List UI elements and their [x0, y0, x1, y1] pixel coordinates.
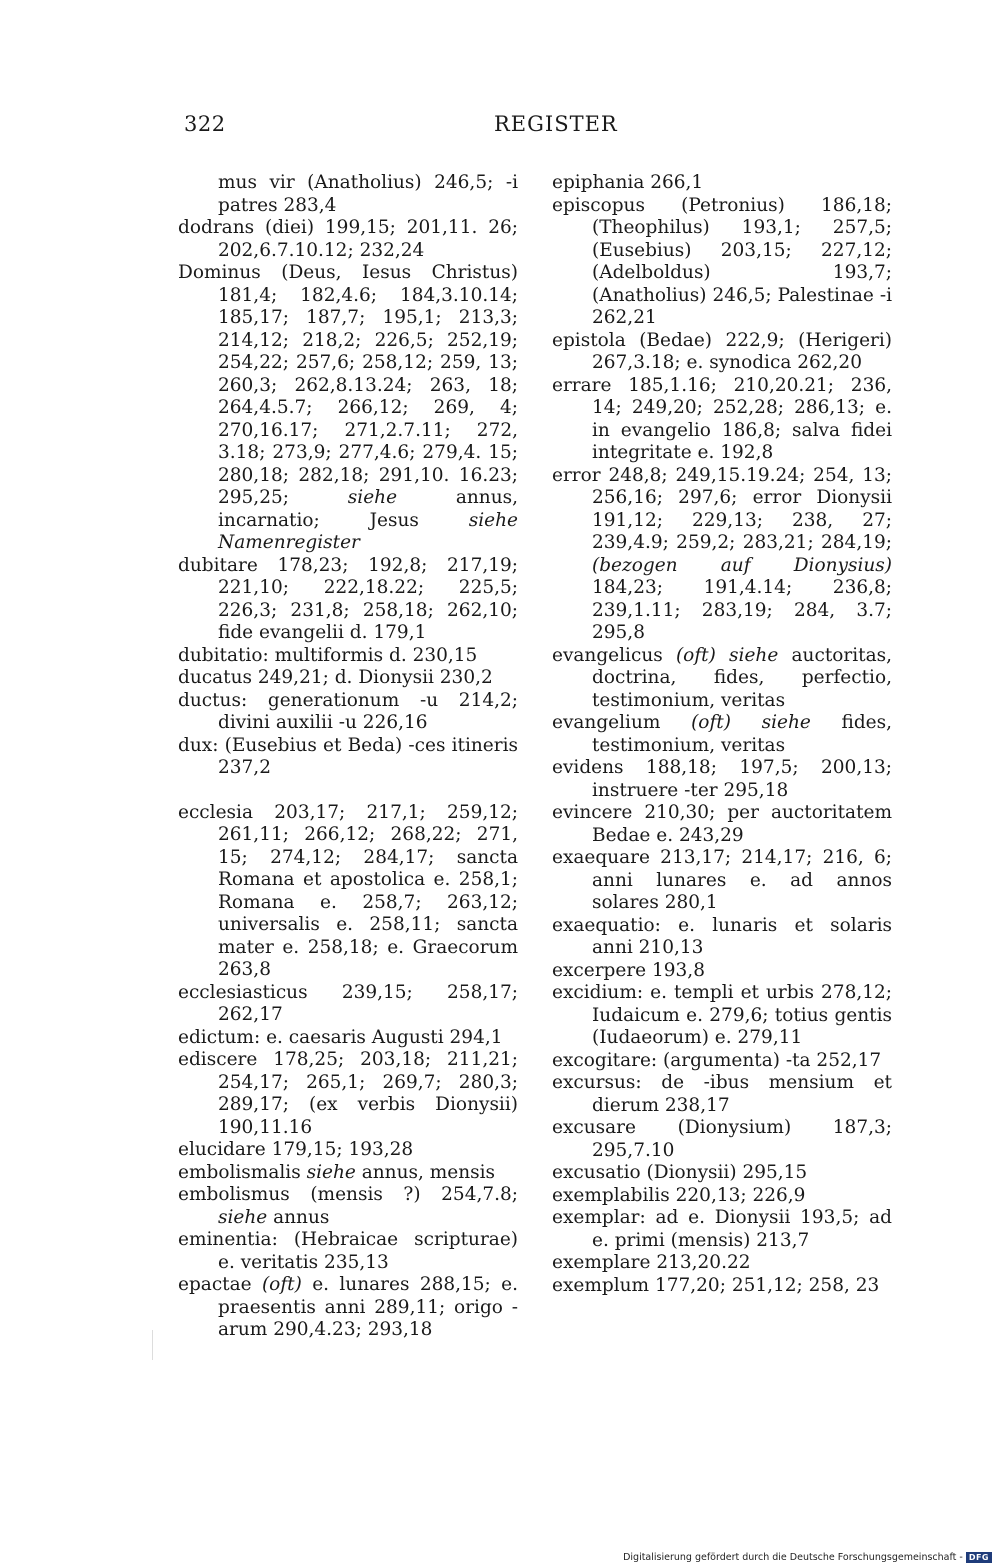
entry-text: dubitatio: multiformis d. 230,15: [178, 644, 478, 666]
entry-text: exemplabilis 220,13; 226,9: [552, 1184, 806, 1206]
entry-text: dubitare 178,23; 192,8; 217,19; 221,10; 222,18.22; 225,5; 226,3; 231,8; 258,18; 262,10; fide evangelii d. 179,1: [178, 554, 518, 643]
index-entry: [178, 1162, 518, 1185]
entry-text: exemplum 177,20; 251,12; 258, 23: [552, 1274, 880, 1296]
credit-text: Digitalisierung gefördert durch die Deutsche Forschungsgemeinschaft -: [623, 1552, 963, 1563]
entry-text: epistola (Bedae) 222,9; (Herigeri) 267,3.18; e. synodica 262,20: [552, 329, 892, 373]
index-entry: [178, 1274, 518, 1342]
index-entry: [552, 757, 892, 802]
index-entry: [178, 172, 518, 217]
index-entry: [552, 1117, 892, 1162]
entry-text: evidens 188,18; 197,5; 200,13; instruere -ter 295,18: [552, 757, 892, 801]
entry-text: ductus: generationum -u 214,2; divini auxilii -u 226,16: [178, 689, 518, 733]
entry-text: fides, testimonium, veritas: [592, 712, 892, 756]
entry-italic-text: siehe: [218, 1206, 268, 1228]
index-entry: [178, 1049, 518, 1139]
index-entry: [552, 1050, 892, 1073]
entry-text: ediscere 178,25; 203,18; 211,21; 254,17; 265,1; 269,7; 280,3; 289,17; (ex verbis Dionysii) 190,11.16: [178, 1049, 518, 1138]
entry-text: annus, incarnatio; Jesus: [218, 487, 518, 531]
entry-text: embolismus (mensis ?) 254,7.8;: [178, 1184, 518, 1205]
index-entry: [552, 960, 892, 983]
index-entry: [552, 1252, 892, 1275]
index-entry: [552, 1275, 892, 1298]
entry-text: epiphania 266,1: [552, 172, 704, 193]
index-entry: [178, 1229, 518, 1274]
entry-text: dux: (Eusebius et Beda) -ces itineris 237,2: [178, 734, 518, 778]
index-entry: [178, 1184, 518, 1229]
digitization-credit: [623, 1552, 992, 1563]
index-entry: [552, 847, 892, 915]
entry-text: evangelium: [552, 712, 692, 733]
index-entry: [552, 915, 892, 960]
left-index-column: [178, 172, 518, 1342]
entry-text: excursus: de -ibus mensium et dierum 238,17: [552, 1072, 892, 1116]
entry-text: e. lunares 288,15; e. praesentis anni 289,11; origo -arum 290,4.23; 293,18: [218, 1274, 518, 1340]
entry-text: excusatio (Dionysii) 295,15: [552, 1162, 808, 1183]
entry-text: episcopus (Petronius) 186,18; (Theophilus) 193,1; 257,5; (Eusebius) 203,15; 227,12; (Adelboldus) 193,7; (Anatholius) 246,5; Palestinae -i 262,21: [552, 194, 892, 328]
entry-text: excusare (Dionysium) 187,3; 295,7.10: [552, 1117, 892, 1161]
entry-text: annus: [267, 1206, 330, 1228]
entry-text: exaequatio: e. lunaris et solaris anni 210,13: [552, 914, 892, 958]
index-entry: [178, 262, 518, 555]
entry-italic-text: (oft): [261, 1274, 302, 1295]
entry-text: ecclesiasticus 239,15; 258,17; 262,17: [178, 981, 518, 1025]
page-header: [184, 112, 892, 142]
index-entry: [178, 645, 518, 668]
entry-text: dodrans (diei) 199,15; 201,11. 26; 202,6.7.10.12; 232,24: [178, 217, 518, 261]
index-entry: [178, 1027, 518, 1050]
index-entry: [178, 690, 518, 735]
index-entry: [552, 1207, 892, 1252]
index-entry: [178, 555, 518, 645]
index-entry: [552, 1185, 892, 1208]
entry-text: excidium: e. templi et urbis 278,12; Iudaicum e. 279,6; totius gentis (Iudaeorum) e. 279,11: [552, 982, 892, 1048]
entry-text: excerpere 193,8: [552, 959, 705, 981]
dfg-logo: DFG: [966, 1552, 992, 1563]
index-entry: [178, 735, 518, 780]
entry-text: evincere 210,30; per auctoritatem Bedae e. 243,29: [552, 802, 892, 846]
entry-text: eminentia: (Hebraicae scripturae) e. veritatis 235,13: [178, 1229, 518, 1273]
entry-italic-text: (oft) siehe: [691, 712, 811, 733]
entry-text: embolismalis: [178, 1161, 307, 1183]
entry-italic-text: (bezogen auf Dionysius): [592, 554, 892, 576]
index-entry: [552, 982, 892, 1050]
entry-italic-text: siehe: [306, 1161, 356, 1183]
index-entry: [178, 982, 518, 1027]
index-entry: [552, 1162, 892, 1185]
index-entry: [178, 1139, 518, 1162]
entry-text: mus vir (Anatholius) 246,5; -i patres 283,4: [218, 172, 518, 216]
page-number: 322: [184, 112, 226, 136]
index-entry: [552, 195, 892, 330]
entry-text: annus, mensis: [355, 1161, 496, 1183]
entry-text: 184,23; 191,4.14; 236,8; 239,1.11; 283,19; 284, 3.7; 295,8: [592, 577, 892, 643]
entry-text: Dominus (Deus, Iesus Christus) 181,4; 182,4.6; 184,3.10.14; 185,17; 187,7; 195,1; 213,3; 214,12; 218,2; 226,5; 252,19; 254,22; 257,6; 258,12; 259, 13; 260,3; 262,8.13.24; 263, 18; 264,4.5.7; 266,12; 269, 4; 270,16.17; 271,2.7.11; 272, 3.18; 273,9; 277,4.6; 279,4. 15; 280,18; 282,18; 291,10. 16.23; 295,25;: [178, 262, 518, 508]
index-entry: [178, 217, 518, 262]
index-entry: [552, 712, 892, 757]
running-title: REGISTER: [494, 112, 618, 136]
entry-text: elucidare 179,15; 193,28: [178, 1139, 414, 1160]
entry-text: error 248,8; 249,15.19.24; 254, 13; 256,16; 297,6; error Dionysii 191,12; 229,13; 238, 27; 239,4.9; 259,2; 283,21; 284,19;: [552, 464, 892, 553]
entry-text: errare 185,1.16; 210,20.21; 236, 14; 249,20; 252,28; 286,13; e. in evangelio 186,8; salva fidei integritate e. 192,8: [552, 374, 892, 463]
right-index-column: [552, 172, 892, 1297]
entry-text: ecclesia 203,17; 217,1; 259,12; 261,11; 266,12; 268,22; 271, 15; 274,12; 284,17; sancta Romana et apostolica e. 258,1; Romana e. 258,7; 263,12; universalis e. 258,11; sancta mater e. 258,18; e. Graecorum 263,8: [178, 801, 518, 980]
entry-text: edictum: e. caesaris Augusti 294,1: [178, 1026, 503, 1048]
entry-italic-text: siehe Namenregister: [218, 509, 518, 553]
index-entry: [552, 465, 892, 645]
index-entry: [552, 172, 892, 195]
index-entry: [552, 330, 892, 375]
entry-italic-text: siehe: [347, 487, 398, 508]
entry-text: exemplar: ad e. Dionysii 193,5; ad e. primi (mensis) 213,7: [552, 1207, 892, 1251]
scan-artifact: [152, 1330, 153, 1360]
index-entry: [178, 667, 518, 690]
index-entry: [552, 375, 892, 465]
entry-text: exaequare 213,17; 214,17; 216, 6; anni lunares e. ad annos solares 280,1: [552, 847, 892, 913]
entry-italic-text: (oft) siehe: [675, 644, 779, 666]
entry-text: excogitare: (argumenta) -ta 252,17: [552, 1049, 882, 1071]
entry-text: ducatus 249,21; d. Dionysii 230,2: [178, 667, 493, 688]
index-entry: [178, 802, 518, 982]
entry-text: evangelicus: [552, 644, 676, 666]
index-entry: [552, 1072, 892, 1117]
entry-text: epactae: [178, 1274, 262, 1295]
index-entry: [552, 802, 892, 847]
entry-text: exemplare 213,20.22: [552, 1252, 751, 1273]
index-entry: [552, 645, 892, 713]
entry-text: auctoritas, doctrina, fides, perfectio, testimonium, veritas: [592, 644, 892, 711]
